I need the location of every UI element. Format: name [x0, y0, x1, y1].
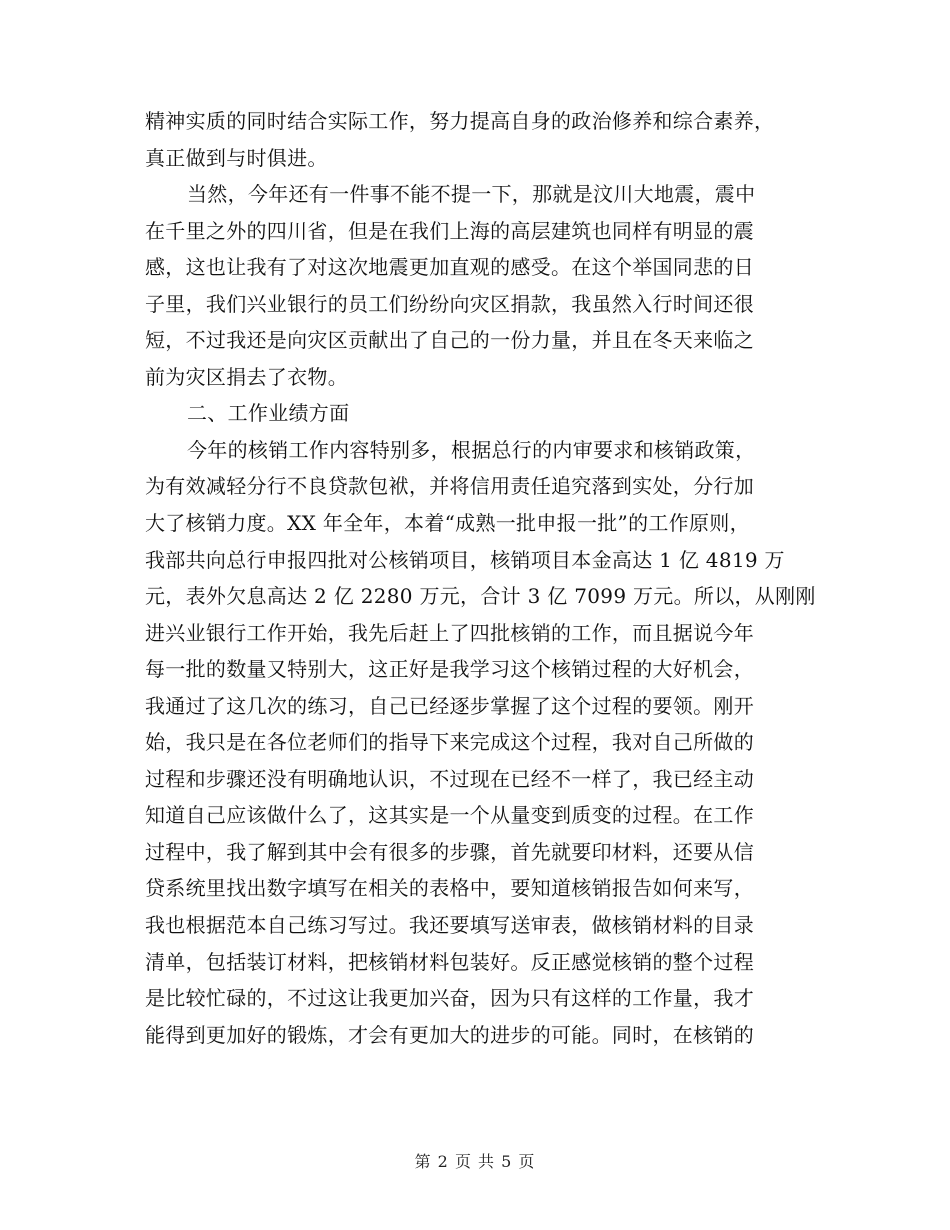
page-number-footer: 第 2 页 共 5 页 [414, 1152, 536, 1171]
text-line: 元，表外欠息高达 2 亿 2280 万元，合计 3 亿 7099 万元。所以，从刚刚 [145, 584, 816, 609]
text-line: 过程和步骤还没有明确地认识，不过现在已经不一样了，我已经主动 [145, 766, 754, 791]
text-line: 能得到更加好的锻炼，才会有更加大的进步的可能。同时，在核销的 [145, 1022, 754, 1047]
text-line: 每一批的数量又特别大，这正好是我学习这个核销过程的大好机会， [145, 657, 754, 682]
text-line: 是比较忙碌的，不过这让我更加兴奋，因为只有这样的工作量，我才 [145, 986, 754, 1011]
text-line: 当然，今年还有一件事不能不提一下，那就是汶川大地震，震中 [187, 182, 756, 207]
text-line: 我也根据范本自己练习写过。我还要填写送审表，做核销材料的目录 [145, 913, 754, 938]
text-line: 为有效减轻分行不良贷款包袱，并将信用责任追究落到实处，分行加 [145, 474, 754, 499]
text-line: 清单，包括装订材料，把核销材料包装好。反正感觉核销的整个过程 [145, 949, 754, 974]
text-line: 真正做到与时俱进。 [145, 145, 328, 170]
text-line: 精神实质的同时结合实际工作，努力提高自身的政治修养和综合素养， [145, 109, 775, 133]
text-line: 过程中，我了解到其中会有很多的步骤，首先就要印材料，还要从信 [145, 839, 754, 864]
text-line: 感，这也让我有了对这次地震更加直观的感受。在这个举国同悲的日 [145, 255, 754, 280]
text-line: 今年的核销工作内容特别多，根据总行的内审要求和核销政策， [187, 437, 756, 462]
text-line: 短，不过我还是向灾区贡献出了自己的一份力量，并且在冬天来临之 [145, 328, 754, 353]
text-line: 进兴业银行工作开始，我先后赶上了四批核销的工作，而且据说今年 [145, 620, 754, 645]
text-line: 前为灾区捐去了衣物。 [145, 364, 348, 389]
text-line: 知道自己应该做什么了，这其实是一个从量变到质变的过程。在工作 [145, 803, 754, 828]
text-line: 在千里之外的四川省，但是在我们上海的高层建筑也同样有明显的震 [145, 218, 754, 243]
document-body [145, 103, 816, 1053]
text-line: 始，我只是在各位老师们的指导下来完成这个过程，我对自己所做的 [145, 730, 754, 755]
text-line: 大了核销力度。XX 年全年，本着“成熟一批申报一批”的工作原则， [145, 511, 750, 536]
text-line: 子里，我们兴业银行的员工们纷纷向灾区捐款，我虽然入行时间还很 [145, 291, 754, 316]
text-line: 二、工作业绩方面 [187, 401, 350, 426]
text-line: 我通过了这几次的练习，自己已经逐步掌握了这个过程的要领。刚开 [145, 693, 754, 718]
text-line: 我部共向总行申报四批对公核销项目，核销项目本金高达 1 亿 4819 万 [145, 547, 785, 572]
text-line: 贷系统里找出数字填写在相关的表格中，要知道核销报告如何来写， [145, 876, 754, 901]
